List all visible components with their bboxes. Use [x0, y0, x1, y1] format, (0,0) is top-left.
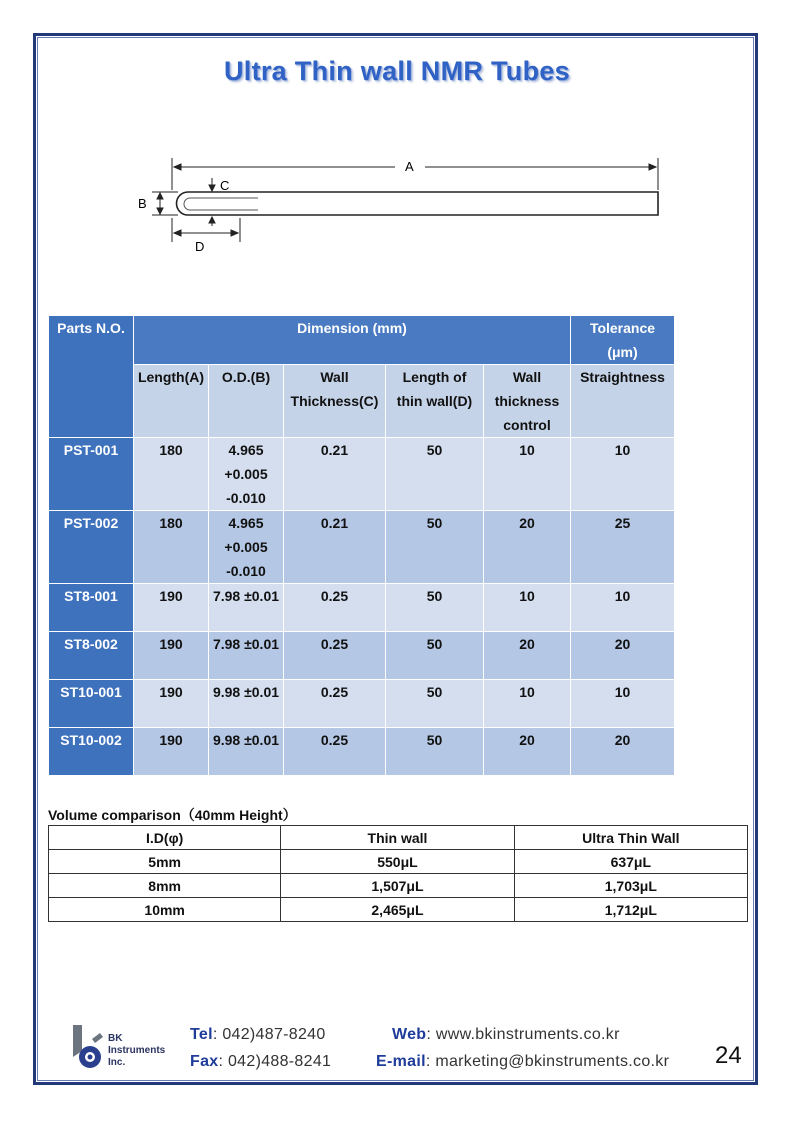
table-row	[49, 632, 675, 680]
cell-thin-length: 50	[386, 438, 484, 511]
cell-thin-length: 50	[386, 511, 484, 584]
cell-od: 9.98 ±0.01	[209, 728, 284, 776]
label-b: B	[138, 196, 147, 211]
header-dimension: Dimension (mm)	[134, 316, 571, 365]
cell-wall-control: 20	[484, 728, 571, 776]
cell-length: 190	[134, 632, 209, 680]
footer	[70, 1020, 760, 1080]
cell-od: 7.98 ±0.01	[209, 632, 284, 680]
table-row	[49, 680, 675, 728]
web-label: Web	[392, 1026, 427, 1043]
tel-label: Tel	[190, 1026, 213, 1043]
tube-diagram	[130, 150, 670, 260]
cell-wall-thickness: 0.21	[284, 511, 386, 584]
col-wall-control: Wall thickness control	[484, 365, 571, 438]
cell-thin-length: 50	[386, 728, 484, 776]
cell-length: 180	[134, 438, 209, 511]
table-row	[49, 728, 675, 776]
cell-straightness: 20	[571, 728, 675, 776]
logo-line-1: BK	[108, 1033, 123, 1044]
volume-cell: 1,703μL	[514, 874, 747, 898]
cell-length: 190	[134, 680, 209, 728]
fax-value: : 042)488-8241	[218, 1053, 332, 1070]
volume-cell: 550μL	[281, 850, 514, 874]
fax-label: Fax	[190, 1053, 219, 1070]
vol-header-thin: Thin wall	[281, 826, 514, 850]
header-parts: Parts N.O.	[49, 316, 134, 438]
volume-caption: Volume comparison（40mm Height）	[48, 807, 297, 823]
cell-part-number: ST8-001	[49, 584, 134, 632]
col-length: Length(A)	[134, 365, 209, 438]
email-line	[376, 1053, 669, 1071]
cell-part-number: PST-002	[49, 511, 134, 584]
label-c: C	[220, 178, 230, 193]
vol-header-id: I.D(φ)	[49, 826, 281, 850]
cell-straightness: 10	[571, 680, 675, 728]
label-a: A	[405, 159, 414, 174]
cell-wall-control: 10	[484, 680, 571, 728]
cell-part-number: ST10-001	[49, 680, 134, 728]
cell-wall-control: 20	[484, 511, 571, 584]
cell-od: 4.965 +0.005 -0.010	[209, 511, 284, 584]
cell-length: 190	[134, 584, 209, 632]
logo-line-2: Instruments	[108, 1045, 166, 1056]
cell-wall-control: 20	[484, 632, 571, 680]
cell-part-number: ST10-002	[49, 728, 134, 776]
email-label: E-mail	[376, 1053, 426, 1070]
web-line	[392, 1026, 620, 1044]
cell-straightness: 20	[571, 632, 675, 680]
cell-straightness: 10	[571, 438, 675, 511]
volume-row	[49, 874, 748, 898]
logo-icon	[70, 1023, 110, 1073]
label-d: D	[195, 239, 205, 254]
col-straightness: Straightness	[571, 365, 675, 438]
volume-row	[49, 898, 748, 922]
cell-thin-length: 50	[386, 584, 484, 632]
volume-cell: 1,507μL	[281, 874, 514, 898]
cell-wall-thickness: 0.25	[284, 584, 386, 632]
web-value[interactable]: : www.bkinstruments.co.kr	[426, 1026, 620, 1043]
tel-value: : 042)487-8240	[212, 1026, 326, 1043]
cell-straightness: 10	[571, 584, 675, 632]
col-wall-thickness: Wall Thickness(C)	[284, 365, 386, 438]
cell-part-number: ST8-002	[49, 632, 134, 680]
volume-cell: 10mm	[49, 898, 281, 922]
cell-wall-control: 10	[484, 584, 571, 632]
col-thin-length: Length of thin wall(D)	[386, 365, 484, 438]
cell-od: 7.98 ±0.01	[209, 584, 284, 632]
volume-row	[49, 850, 748, 874]
page-number: 24	[715, 1042, 742, 1069]
cell-length: 180	[134, 511, 209, 584]
header-tolerance: Tolerance (μm)	[571, 316, 675, 365]
cell-wall-thickness: 0.21	[284, 438, 386, 511]
volume-cell: 2,465μL	[281, 898, 514, 922]
fax-line	[190, 1053, 331, 1071]
cell-thin-length: 50	[386, 680, 484, 728]
volume-cell: 1,712μL	[514, 898, 747, 922]
volume-cell: 5mm	[49, 850, 281, 874]
cell-straightness: 25	[571, 511, 675, 584]
table-row	[49, 584, 675, 632]
table-row	[49, 438, 675, 511]
cell-od: 4.965 +0.005 -0.010	[209, 438, 284, 511]
cell-wall-thickness: 0.25	[284, 680, 386, 728]
dimension-table	[48, 315, 675, 776]
volume-cell: 637μL	[514, 850, 747, 874]
logo-line-3: Inc.	[108, 1057, 126, 1068]
page-title: Ultra Thin wall NMR Tubes	[223, 56, 570, 86]
cell-wall-thickness: 0.25	[284, 728, 386, 776]
company-logo	[70, 1023, 180, 1073]
cell-thin-length: 50	[386, 632, 484, 680]
email-value[interactable]: : marketing@bkinstruments.co.kr	[425, 1053, 670, 1070]
table-row	[49, 511, 675, 584]
cell-wall-thickness: 0.25	[284, 632, 386, 680]
vol-header-ultra: Ultra Thin Wall	[514, 826, 747, 850]
cell-length: 190	[134, 728, 209, 776]
volume-table	[48, 825, 748, 922]
cell-part-number: PST-001	[49, 438, 134, 511]
volume-cell: 8mm	[49, 874, 281, 898]
cell-wall-control: 10	[484, 438, 571, 511]
cell-od: 9.98 ±0.01	[209, 680, 284, 728]
col-od: O.D.(B)	[209, 365, 284, 438]
tel-line	[190, 1026, 326, 1044]
